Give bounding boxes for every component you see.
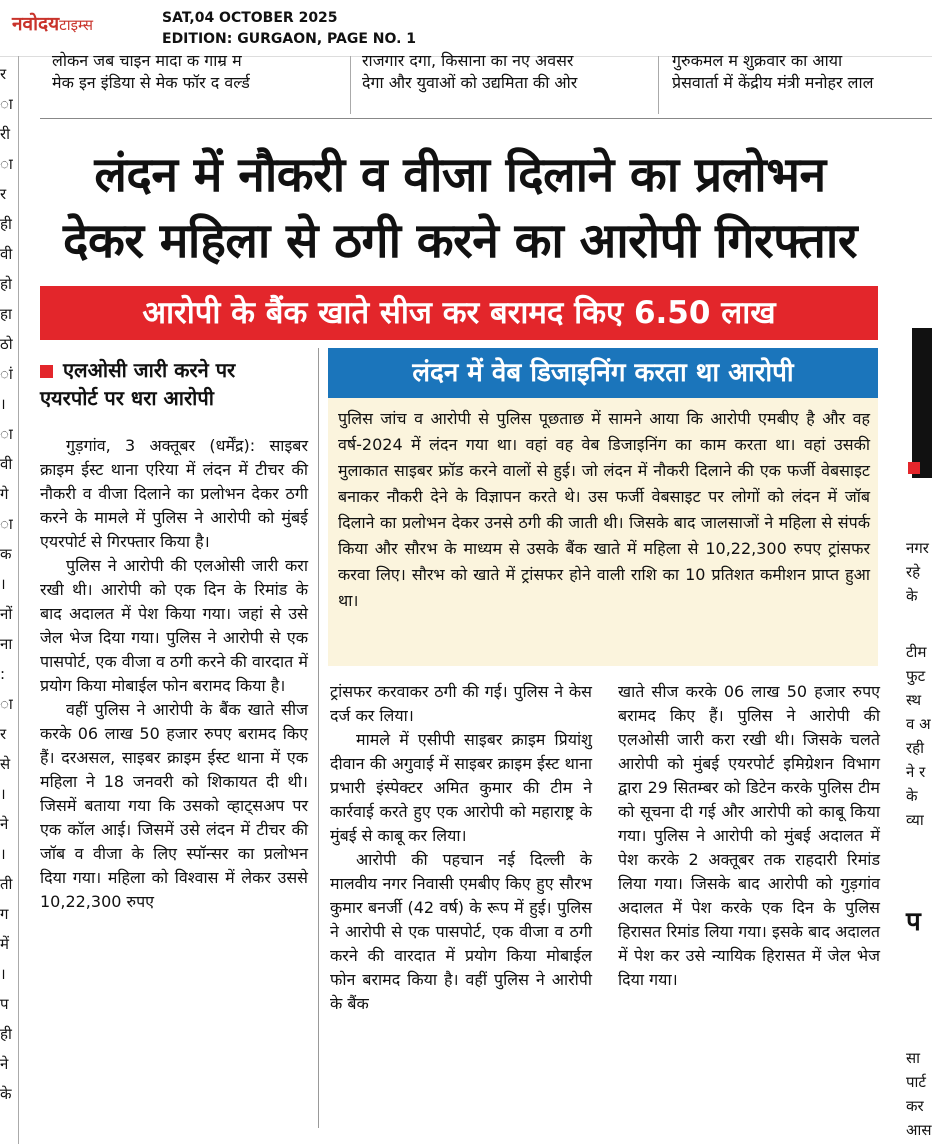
gutter-fragment: री [0,125,11,143]
gutter-fragment: हा [0,305,12,323]
gutter-fragment: वी [0,245,13,263]
section-heading-line-2: एयरपोर्ट पर धरा आरोपी [40,386,214,410]
clipped-line: देगा और युवाओं को उद्यमिता की ओर [362,73,578,92]
gutter-fragment: ग [0,905,9,923]
gutter-fragment: । [0,395,6,413]
right-fragment: प [906,907,921,937]
paragraph: पुलिस ने आरोपी की एलओसी जारी करा रखी थी। आरोपी को एक दिन के रिमांड के बाद अदालत में पेश किया गया। जहां से उसे जेल भेज दिया गया। पुलिस ने आरोपी से एक पासपोर्ट, एक वीजा व ठगी करने की वारदात में प्रयोग किया मोबाईल फोन बरामद किया है। [40,556,308,695]
right-fragment: ने र [906,763,926,781]
gutter-fragment: ठो [0,335,13,353]
clipped-bullet [908,462,920,474]
paragraph: वहीं पुलिस ने आरोपी के बैंक खाते सीज करके 06 लाख 50 हजार रुपए बरामद किए हैं। दरअसल, साइबर क्राइम ईस्ट थाना में एक महिला ने 18 जनवरी को शिकायत दी थी। जिसमें बताया गया कि उसको व्हाट्सअप पर एक कॉल आई। जिसमें उसे लंदन में टीचर की जॉब व वीजा के लिए स्पॉन्सर का प्रलोभन दिया गया। महिला को विश्वास में लेकर उससे 10,22,300 रुपए [40,700,308,911]
dateline [162,8,416,50]
article-column-1 [40,434,308,914]
right-fragment: व अ [906,715,931,733]
gutter-fragment: र [0,725,7,743]
right-fragment: टीम [906,643,927,661]
right-fragment: पार्ट [906,1073,926,1091]
red-bullet-icon [40,365,53,378]
gutter-fragment: के [0,1085,12,1103]
clipped-line: राजगार दगा, किसाना का नए अवसर [362,51,574,70]
gutter-fragment: नों [0,605,13,623]
page-header [0,0,932,57]
gutter-fragment: प [0,995,9,1013]
gutter-fragment: । [0,575,6,593]
clipped-line: मेक इन इंडिया से मेक फॉर द वर्ल्ड [52,73,250,92]
paragraph: ट्रांसफर करवाकर ठगी की गई। पुलिस ने केस दर्ज कर लिया। [330,682,592,725]
right-fragment: रही [906,739,924,757]
gutter-fragment: ा [0,695,13,713]
logo-main: नवोदय [12,13,60,35]
gutter-fragment: : [0,665,6,683]
gutter-fragment: ा [0,155,13,173]
gutter-fragment: गे [0,485,9,503]
clipped-line: गुरुकमल म शुक्रवार का आया [672,51,843,70]
gutter-fragment: र [0,65,7,83]
right-strip-fragments [900,56,932,1144]
right-fragment: व्या [906,811,924,829]
gutter-fragment: क [0,545,12,563]
gutter-fragment: ने [0,1055,9,1073]
paragraph: मामले में एसीपी साइबर क्राइम प्रियांशु दीवान की अगुवाई में साइबर क्राइम ईस्ट थाना प्रभारी इंस्पेक्टर अमित कुमार की टीम ने कार्रवाई करते हुए एक आरोपी को महाराष्ट्र के मुंबई से काबू कर लिया। [330,730,592,845]
gutter-fragment: ने [0,815,9,833]
clipped-headline-block [912,328,932,478]
right-fragment: फुट [906,667,926,685]
gutter-fragment: ा [0,95,13,113]
top-divider [40,118,932,119]
highlight-box-title: लंदन में वेब डिजाइनिंग करता था आरोपी [328,348,878,398]
clipped-line: प्रेसवार्ता में केंद्रीय मंत्री मनोहर लाल [672,73,874,92]
gutter-fragment: ती [0,875,13,893]
gutter-fragment: वी [0,455,13,473]
paragraph: गुड़गांव, 3 अक्तूबर (धर्मेंद्र): साइबर क्राइम ईस्ट थाना एरिया में लंदन में टीचर की नौकरी व वीजा दिलाने का प्रलोभन देकर ठगी करने के मामले में पुलिस ने आरोपी को मुंबई एयरपोर्ट से गिरफ्तार किया है। [40,436,308,551]
left-gutter-fragments [0,56,19,1144]
headline-line-1: लंदन में नौकरी व वीजा दिलाने का प्रलोभन [94,147,826,203]
edition-info: EDITION: GURGAON, PAGE NO. 1 [162,31,417,47]
gutter-fragment: र [0,185,7,203]
gutter-fragment: ां [0,365,13,383]
gutter-fragment: से [0,755,11,773]
right-fragment: नगर [906,539,929,557]
gutter-fragment: ही [0,1025,12,1043]
article-headline [40,142,880,274]
logo-sub: टाइम्स [59,16,93,34]
right-fragment: स्थ [906,691,922,709]
paragraph: आरोपी की पहचान नई दिल्ली के मालवीय नगर निवासी एमबीए किए हुए सौरभ कुमार बनर्जी (42 वर्ष) के रूप में हुई। पुलिस ने आरोपी से एक पासपोर्ट, एक वीजा व ठगी करने की वारदात में प्रयोग किया मोबाईल फोन बरामद किया है। वहीं पुलिस ने आरोपी के बैंक [330,850,592,1013]
headline-line-2: देकर महिला से ठगी करने का आरोपी गिरफ्तार [63,213,857,269]
column-divider [318,348,319,1128]
clipped-top-col3 [672,50,932,94]
edition-date: SAT,04 OCTOBER 2025 [162,10,338,26]
article-column-2 [330,680,592,1016]
right-fragment: के [906,587,918,605]
gutter-fragment: ा [0,425,13,443]
newspaper-logo [12,10,93,36]
highlight-box-body: पुलिस जांच व आरोपी से पुलिस पूछताछ में सामने आया कि आरोपी एमबीए है और वह वर्ष-2024 में लंदन गया था। वहां वह वेब डिजाइनिंग का काम करता था। वहां उसकी मुलाकात साइबर फ्रॉड करने वालों से हुई। जो लंदन में नौकरी दिलाने की एक फर्जी वेबसाइट बनाकर नौकरी देने के विज्ञापन करते थे। उस फर्जी वेबसाइट पर लोगों को लंदन में जॉब दिलाने का प्रलोभन देकर उनसे ठगी की जाती थी। जिसके बाद जालसाजों ने महिला से संपर्क किया और सौरभ के माध्यम से उसके बैंक खाते में महिला से 10,22,300 रुपए ट्रांसफर करवा लिए। सौरभ को खाते में ट्रांसफर होने वाली राशि का 10 प्रतिशत कमीशन प्राप्त हुआ था। [338,409,870,610]
gutter-fragment: । [0,845,6,863]
right-fragment: आस [906,1121,932,1139]
gutter-fragment: ा [0,515,13,533]
right-fragment: रहे [906,563,921,581]
right-fragment: सा [906,1049,921,1067]
gutter-fragment: ही [0,215,12,233]
clipped-top-col2 [362,50,648,94]
gutter-fragment: ना [0,635,13,653]
article-column-3 [618,680,880,992]
column-divider [658,56,659,114]
column-divider [350,56,351,114]
gutter-fragment: हो [0,275,12,293]
clipped-line: लोकन जब चाइन मादा क गाम्र म [52,51,242,70]
gutter-fragment: में [0,935,9,953]
paragraph: खाते सीज करके 06 लाख 50 हजार रुपए बरामद किए हैं। पुलिस ने आरोपी की एलओसी जारी करा रखी थी। जिसके चलते आरोपी को मुंबई एयरपोर्ट इमिग्रेशन विभाग द्वारा 29 सितम्बर को डिटेन करके पुलिस टीम को सूचना दी गई और आरोपी को काबू किया गया। पुलिस ने आरोपी को मुंबई अदालत में पेश करके 2 अक्तूबर तक राहदारी रिमांड लिया गया। जिसके बाद आरोपी को गुड़गांव अदालत में पेश करके एक दिन के पुलिस हिरासत रिमांड लिया गया। इसके बाद अदालत में पेश कर उसे न्यायिक हिरासत में जेल भेज दिया गया। [618,682,880,989]
red-subheadline: आरोपी के बैंक खाते सीज कर बरामद किए 6.50 लाख [40,286,878,340]
right-fragment: कर [906,1097,924,1115]
gutter-fragment: । [0,785,6,803]
section-heading-line-1: एलओसी जारी करने पर [63,358,236,382]
gutter-fragment: । [0,965,6,983]
right-fragment: के [906,787,918,805]
section-heading [40,356,310,412]
clipped-top-col1 [52,50,342,94]
